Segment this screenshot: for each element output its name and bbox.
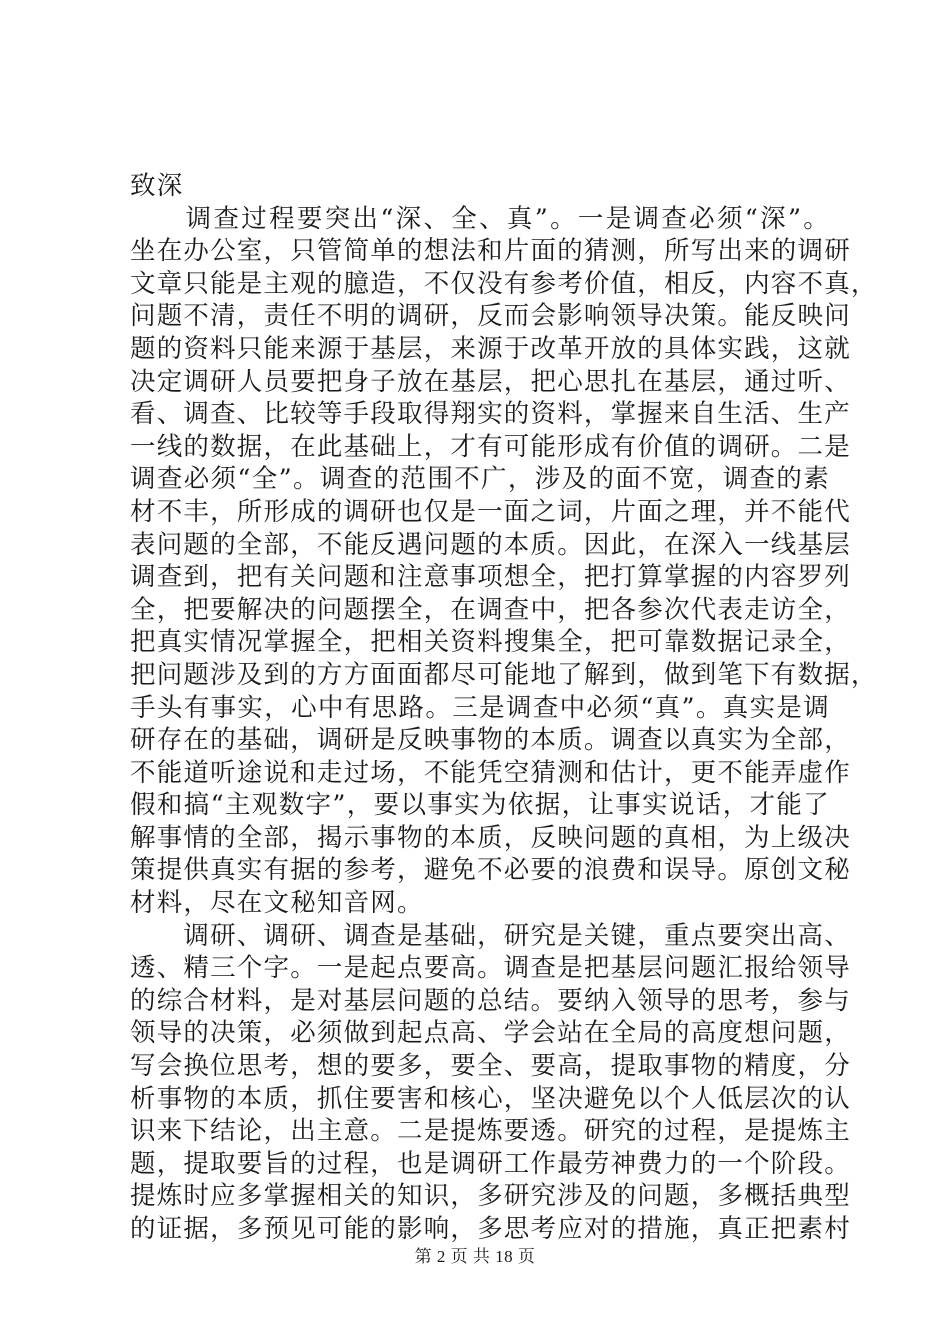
text-line: 材料，尽在文秘知音网。 bbox=[130, 888, 424, 919]
page-number-text: 第 2 页 共 18 页 bbox=[414, 1247, 536, 1266]
document-body bbox=[130, 170, 878, 1246]
text-line: 把问题涉及到的方方面面都尽可能地了解到，做到笔下有数据， bbox=[130, 659, 878, 690]
text-line: 析事物的本质，抓住要害和核心，坚决避免以个人低层次的认 bbox=[130, 1083, 851, 1114]
text-line: 坐在办公室，只管简单的想法和片面的猜测，所写出来的调研 bbox=[130, 236, 851, 267]
text-line: 领导的决策，必须做到起点高、学会站在全局的高度想问题， bbox=[130, 1018, 851, 1049]
paragraph bbox=[130, 920, 851, 1246]
text-line: 不能道听途说和走过场，不能凭空猜测和估计，更不能弄虚作 bbox=[130, 757, 851, 788]
text-line: 题，提取要旨的过程，也是调研工作最劳神费力的一个阶段。 bbox=[130, 1148, 851, 1179]
text-line: 一线的数据，在此基础上，才有可能形成有价值的调研。二是 bbox=[130, 431, 851, 462]
text-line: 提炼时应多掌握相关的知识，多研究涉及的问题，多概括典型 bbox=[130, 1181, 851, 1212]
text-line: 表问题的全部，不能反遇问题的本质。因此，在深入一线基层 bbox=[130, 529, 851, 560]
text-line: 透、精三个字。一是起点要高。调查是把基层问题汇报给领导 bbox=[130, 953, 851, 984]
text-line: 调查必须“全”。调查的范围不广，涉及的面不宽，调查的素 bbox=[130, 464, 830, 495]
text-line: 的综合材料，是对基层问题的总结。要纳入领导的思考，参与 bbox=[130, 985, 851, 1016]
text-line: 假和搞“主观数字”，要以事实为依据，让事实说话，才能了 bbox=[130, 790, 830, 821]
text-line: 决定调研人员要把身子放在基层，把心思扎在基层，通过听、 bbox=[130, 366, 851, 397]
text-line: 识来下结论，出主意。二是提炼要透。研究的过程，是提炼主 bbox=[130, 1116, 851, 1147]
heading-fragment: 致深 bbox=[130, 171, 184, 201]
text-line: 看、调查、比较等手段取得翔实的资料，掌握来自生活、生产 bbox=[130, 399, 851, 430]
text-line: 把真实情况掌握全，把相关资料搜集全，把可靠数据记录全， bbox=[130, 627, 851, 658]
text-line: 的证据，多预见可能的影响，多思考应对的措施，真正把素村 bbox=[130, 1214, 851, 1244]
paragraph bbox=[130, 203, 878, 920]
text-line: 题的资料只能来源于基层，来源于改革开放的具体实践，这就 bbox=[130, 333, 851, 364]
page-footer bbox=[0, 1242, 950, 1267]
text-line: 调查到，把有关问题和注意事项想全，把打算掌握的内容罗列 bbox=[130, 562, 851, 593]
text-line: 研存在的基础，调研是反映事物的本质。调查以真实为全部， bbox=[130, 725, 851, 756]
text-line: 问题不清，责任不明的调研，反而会影响领导决策。能反映问 bbox=[130, 301, 851, 332]
text-line: 手头有事实，心中有思路。三是调查中必须“真”。真实是调 bbox=[130, 692, 830, 723]
text-line: 策提供真实有据的参考，避免不必要的浪费和误导。原创文秘 bbox=[130, 855, 851, 886]
text-line: 解事情的全部，揭示事物的本质，反映问题的真相，为上级决 bbox=[130, 822, 851, 853]
text-line: 调研、调研、调查是基础，研究是关键，重点要突出高、 bbox=[130, 920, 851, 951]
text-line: 写会换位思考，想的要多，要全、要高，提取事物的精度，分 bbox=[130, 1051, 851, 1082]
text-line: 调查过程要突出“深、全、真”。一是调查必须“深”。 bbox=[130, 203, 830, 234]
text-line: 材不丰，所形成的调研也仅是一面之词，片面之理，并不能代 bbox=[130, 496, 851, 527]
paragraphs-container bbox=[130, 203, 878, 1246]
text-line: 文章只能是主观的臆造，不仅没有参考价值，相反，内容不真， bbox=[130, 268, 878, 299]
text-line: 全，把要解决的问题摆全，在调查中，把各参次代表走访全， bbox=[130, 594, 851, 625]
